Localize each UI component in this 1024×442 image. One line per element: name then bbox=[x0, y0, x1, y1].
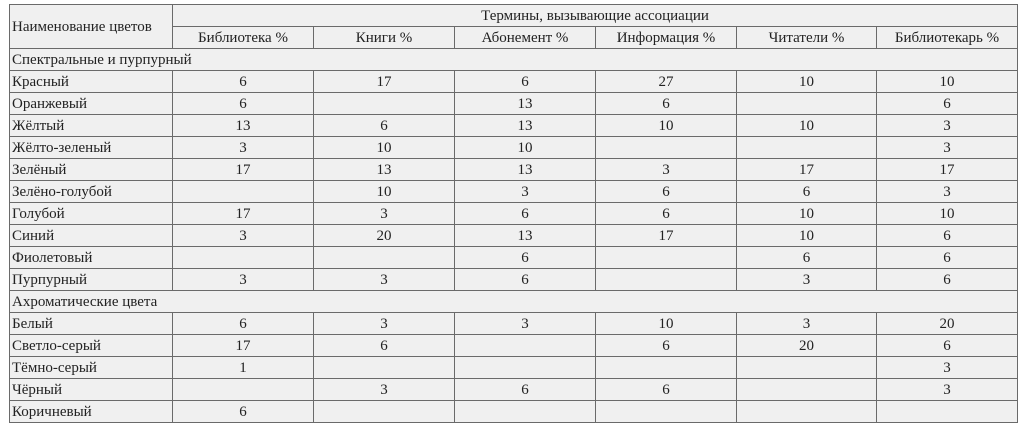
table-row bbox=[10, 181, 1018, 203]
value-cell bbox=[314, 247, 455, 269]
table-row bbox=[10, 225, 1018, 247]
value-cell: 10 bbox=[877, 71, 1018, 93]
value-cell: 20 bbox=[737, 335, 877, 357]
value-cell: 10 bbox=[737, 225, 877, 247]
section-row bbox=[10, 49, 1018, 71]
color-name-cell: Белый bbox=[10, 313, 173, 335]
value-cell: 6 bbox=[314, 335, 455, 357]
value-cell bbox=[314, 357, 455, 379]
value-cell: 17 bbox=[173, 159, 314, 181]
value-cell bbox=[173, 181, 314, 203]
value-cell: 6 bbox=[173, 71, 314, 93]
table-row bbox=[10, 93, 1018, 115]
section-row bbox=[10, 291, 1018, 313]
section-title: Спектральные и пурпурный bbox=[10, 49, 1018, 71]
value-cell bbox=[455, 401, 596, 423]
association-table-container bbox=[9, 4, 1017, 423]
value-cell bbox=[596, 269, 737, 291]
column-header: Книги % bbox=[314, 27, 455, 49]
value-cell bbox=[173, 379, 314, 401]
color-association-table bbox=[9, 4, 1018, 423]
value-cell bbox=[737, 401, 877, 423]
color-name-cell: Фиолетовый bbox=[10, 247, 173, 269]
value-cell: 10 bbox=[314, 181, 455, 203]
table-row bbox=[10, 401, 1018, 423]
terms-group-header: Термины, вызывающие ассоциации bbox=[173, 5, 1018, 27]
color-name-cell: Чёрный bbox=[10, 379, 173, 401]
value-cell: 3 bbox=[877, 357, 1018, 379]
value-cell bbox=[596, 357, 737, 379]
value-cell: 6 bbox=[455, 379, 596, 401]
header-row-1 bbox=[10, 5, 1018, 27]
value-cell: 1 bbox=[173, 357, 314, 379]
value-cell: 17 bbox=[173, 335, 314, 357]
value-cell: 3 bbox=[314, 379, 455, 401]
color-name-cell: Коричневый bbox=[10, 401, 173, 423]
value-cell: 27 bbox=[596, 71, 737, 93]
column-header: Библиотека % bbox=[173, 27, 314, 49]
value-cell: 3 bbox=[737, 313, 877, 335]
color-name-cell: Жёлтый bbox=[10, 115, 173, 137]
value-cell: 6 bbox=[455, 247, 596, 269]
value-cell: 13 bbox=[455, 115, 596, 137]
value-cell: 3 bbox=[314, 313, 455, 335]
value-cell: 3 bbox=[596, 159, 737, 181]
value-cell: 6 bbox=[173, 313, 314, 335]
value-cell: 6 bbox=[737, 247, 877, 269]
value-cell: 20 bbox=[877, 313, 1018, 335]
table-row bbox=[10, 159, 1018, 181]
color-name-cell: Голубой bbox=[10, 203, 173, 225]
table-row bbox=[10, 269, 1018, 291]
column-header: Читатели % bbox=[737, 27, 877, 49]
value-cell: 10 bbox=[596, 313, 737, 335]
value-cell: 17 bbox=[173, 203, 314, 225]
color-name-cell: Светло-серый bbox=[10, 335, 173, 357]
table-row bbox=[10, 115, 1018, 137]
table-row bbox=[10, 379, 1018, 401]
value-cell bbox=[737, 137, 877, 159]
value-cell: 3 bbox=[877, 379, 1018, 401]
table-row bbox=[10, 71, 1018, 93]
value-cell: 3 bbox=[737, 269, 877, 291]
value-cell: 3 bbox=[173, 269, 314, 291]
color-name-cell: Зелёный bbox=[10, 159, 173, 181]
value-cell: 3 bbox=[173, 225, 314, 247]
value-cell: 6 bbox=[877, 269, 1018, 291]
value-cell: 6 bbox=[455, 71, 596, 93]
table-row bbox=[10, 313, 1018, 335]
value-cell: 3 bbox=[877, 115, 1018, 137]
value-cell: 20 bbox=[314, 225, 455, 247]
value-cell: 17 bbox=[596, 225, 737, 247]
column-header: Библиотекарь % bbox=[877, 27, 1018, 49]
value-cell: 3 bbox=[314, 269, 455, 291]
value-cell: 17 bbox=[737, 159, 877, 181]
value-cell: 3 bbox=[877, 181, 1018, 203]
table-head bbox=[10, 5, 1018, 49]
color-name-cell: Жёлто-зеленый bbox=[10, 137, 173, 159]
value-cell: 6 bbox=[596, 335, 737, 357]
value-cell bbox=[455, 335, 596, 357]
value-cell: 10 bbox=[596, 115, 737, 137]
section-title: Ахроматические цвета bbox=[10, 291, 1018, 313]
value-cell: 3 bbox=[173, 137, 314, 159]
value-cell: 6 bbox=[596, 93, 737, 115]
color-name-cell: Пурпурный bbox=[10, 269, 173, 291]
value-cell bbox=[877, 401, 1018, 423]
value-cell: 10 bbox=[737, 203, 877, 225]
value-cell bbox=[596, 401, 737, 423]
column-header: Абонемент % bbox=[455, 27, 596, 49]
value-cell: 6 bbox=[173, 93, 314, 115]
value-cell bbox=[737, 357, 877, 379]
value-cell: 13 bbox=[455, 159, 596, 181]
color-name-cell: Оранжевый bbox=[10, 93, 173, 115]
value-cell: 10 bbox=[877, 203, 1018, 225]
value-cell: 6 bbox=[877, 335, 1018, 357]
value-cell: 3 bbox=[877, 137, 1018, 159]
value-cell: 10 bbox=[455, 137, 596, 159]
value-cell: 6 bbox=[596, 203, 737, 225]
table-row bbox=[10, 247, 1018, 269]
value-cell: 3 bbox=[455, 313, 596, 335]
table-row bbox=[10, 357, 1018, 379]
value-cell bbox=[173, 247, 314, 269]
value-cell: 13 bbox=[455, 93, 596, 115]
color-name-cell: Синий bbox=[10, 225, 173, 247]
value-cell: 10 bbox=[737, 115, 877, 137]
value-cell: 6 bbox=[877, 247, 1018, 269]
value-cell bbox=[455, 357, 596, 379]
color-name-cell: Тёмно-серый bbox=[10, 357, 173, 379]
value-cell: 6 bbox=[455, 269, 596, 291]
value-cell bbox=[737, 93, 877, 115]
table-row bbox=[10, 203, 1018, 225]
value-cell: 6 bbox=[596, 181, 737, 203]
value-cell: 3 bbox=[455, 181, 596, 203]
value-cell bbox=[314, 401, 455, 423]
table-row bbox=[10, 137, 1018, 159]
value-cell: 17 bbox=[314, 71, 455, 93]
value-cell bbox=[737, 379, 877, 401]
table-body bbox=[10, 49, 1018, 423]
value-cell: 13 bbox=[455, 225, 596, 247]
color-name-cell: Красный bbox=[10, 71, 173, 93]
value-cell bbox=[314, 93, 455, 115]
value-cell: 6 bbox=[877, 225, 1018, 247]
table-row bbox=[10, 335, 1018, 357]
value-cell: 17 bbox=[877, 159, 1018, 181]
value-cell: 6 bbox=[737, 181, 877, 203]
value-cell: 10 bbox=[314, 137, 455, 159]
value-cell: 13 bbox=[173, 115, 314, 137]
value-cell: 6 bbox=[455, 203, 596, 225]
value-cell: 13 bbox=[314, 159, 455, 181]
value-cell: 6 bbox=[314, 115, 455, 137]
color-name-cell: Зелёно-голубой bbox=[10, 181, 173, 203]
value-cell: 3 bbox=[314, 203, 455, 225]
value-cell bbox=[596, 137, 737, 159]
value-cell bbox=[596, 247, 737, 269]
value-cell: 6 bbox=[173, 401, 314, 423]
color-name-header: Наименование цветов bbox=[10, 5, 173, 49]
value-cell: 6 bbox=[877, 93, 1018, 115]
column-header: Информация % bbox=[596, 27, 737, 49]
value-cell: 6 bbox=[596, 379, 737, 401]
value-cell: 10 bbox=[737, 71, 877, 93]
